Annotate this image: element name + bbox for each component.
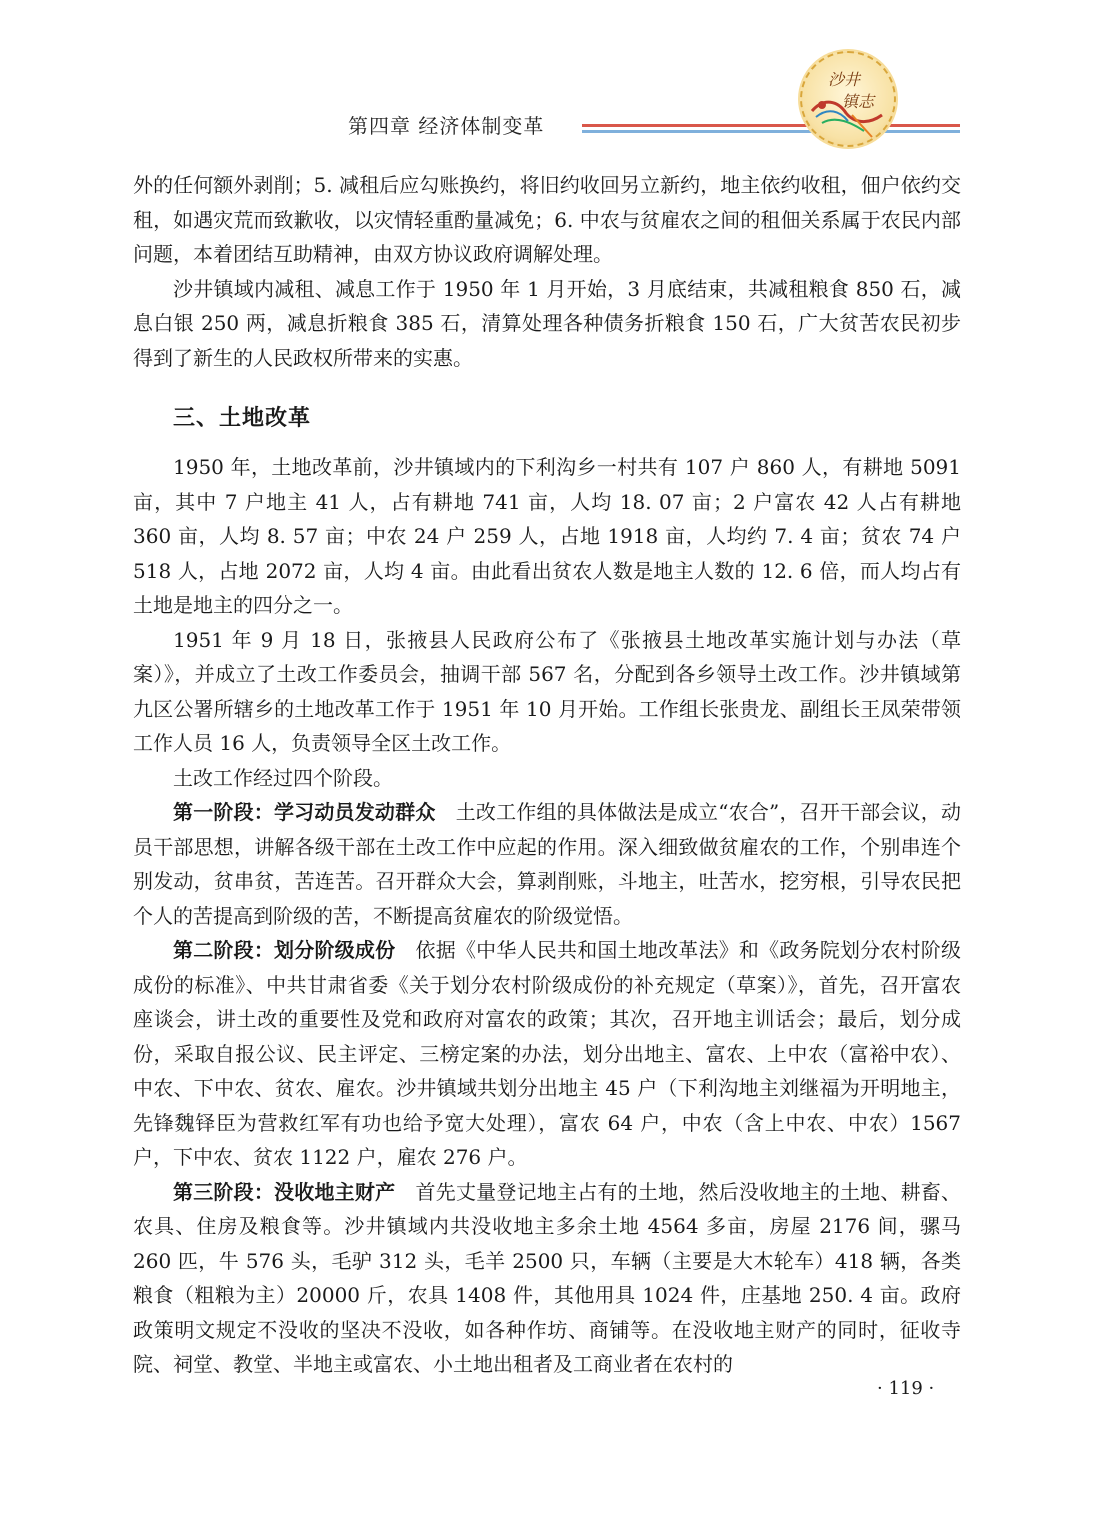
logo-text-line2: 镇志 (842, 92, 875, 111)
paragraph: 沙井镇域内减租、减息工作于 1950 年 1 月开始，3 月底结束，共减租粮食 850 石，减息白银 250 两，减息折粮食 385 石，清算处理各种债务折粮食 150 石，广大贫苦农民初步得到了新生的人民政权所带来的实惠。 (133, 276, 961, 370)
paragraph: 1950 年，土地改革前，沙井镇域内的下利沟乡一村共有 107 户 860 人，有耕地 5091 亩，其中 7 户地主 41 人，占有耕地 741 亩，人均 18. 07 亩；2 户富农 42 人占有耕地 360 亩，人均 8. 57 亩；中农 24 户 259 人，占地 1918 亩，人均约 7. 4 亩；贫农 74 户 518 人，占地 2072 亩，人均 4 亩。由此看出贫农人数是地主人数的 12. 6 倍，而人均占有土地是地主的四分之一。 (133, 455, 961, 617)
stage-3-title: 第三阶段：没收地主财产 (173, 1179, 396, 1204)
stage-1-text: 土改工作组的具体做法是成立“农合”，召开干部会议，动员干部思想，讲解各级干部在土改工作中应起的作用。深入细致做贫雇农的工作，个别串连个别发动，贫串贫，苦连苦。召开群众大会，算剥削账，斗地主，吐苦水，挖穷根，引导农民把个人的苦提高到阶级的苦，不断提高贫雇农的阶级觉悟。 (133, 800, 961, 928)
paragraph-stage-1 (133, 795, 961, 933)
logo-text-line1: 沙井 (828, 70, 861, 89)
stage-3-text: 首先丈量登记地主占有的土地，然后没收地主的土地、耕畜、农具、住房及粮食等。沙井镇域内共没收地主多余土地 4564 多亩，房屋 2176 间，骡马 260 匹，牛 576 头，毛驴 312 头，毛羊 2500 只，车辆（主要是大木轮车）418 辆，各类粮食（粗粮为主）20000 斤，农具 1408 件，其他用具 1024 件，庄基地 250. 4 亩。政府政策明文规定不没收的坚决不没收，如各种作坊、商铺等。在没收地主财产的同时，征收寺院、祠堂、教堂、半地主或富农、小土地出租者及工商业者在农村的 (133, 1179, 962, 1376)
header-rule-red (582, 124, 960, 127)
paragraph-stage-3 (133, 1175, 961, 1382)
paragraph-stage-2 (133, 933, 961, 1175)
header-rule-blue (582, 130, 960, 133)
paragraph: 外的任何额外剥削；5. 减租后应勾账换约，将旧约收回另立新约，地主依约收租，佃户依约交租，如遇灾荒而致歉收，以灾情轻重酌量减免；6. 中农与贫雇农之间的租佃关系属于农民内部问题，本着团结互助精神，由双方协议政府调解处理。 (133, 173, 961, 266)
paragraph: 土改工作经过四个阶段。 (173, 765, 393, 790)
stage-2-title: 第二阶段：划分阶级成份 (173, 938, 396, 962)
paragraph: 1951 年 9 月 18 日，张掖县人民政府公布了《张掖县土地改革实施计划与办法（草案）》，并成立了土改工作委员会，抽调干部 567 名，分配到各乡领导土改工作。沙井镇域第九区公署所辖乡的土地改革工作于 1951 年 10 月开始。工作组长张贵龙、副组长王凤荣带领工作人员 16 人，负责领导全区土改工作。 (133, 627, 961, 755)
stage-1-title: 第一阶段：学习动员发动群众 (173, 800, 436, 824)
gazetteer-logo (800, 51, 896, 147)
stage-2-text: 依据《中华人民共和国土地改革法》和《政务院划分农村阶级成份的标准》、中共甘肃省委《关于划分农村阶级成份的补充规定（草案）》，首先，召开富农座谈会，讲土改的重要性及党和政府对富农的政策；其次，召开地主训话会；最后，划分成份，采取自报公议、民主评定、三榜定案的办法，划分出地主、富农、上中农（富裕中农）、中农、下中农、贫农、雇农。沙井镇域共划分出地主 45 户（下利沟地主刘继福为开明地主，先锋魏铎臣为营救红军有功也给予宽大处理），富农 64 户，中农（含上中农、中农）1567 户，下中农、贫农 1122 户，雇农 276 户。 (133, 938, 962, 1169)
page-number: · 119 · (877, 1378, 935, 1399)
section-heading: 三、土地改革 (173, 406, 312, 431)
body-text (133, 168, 961, 1382)
chapter-title: 第四章 经济体制变革 (348, 114, 545, 138)
